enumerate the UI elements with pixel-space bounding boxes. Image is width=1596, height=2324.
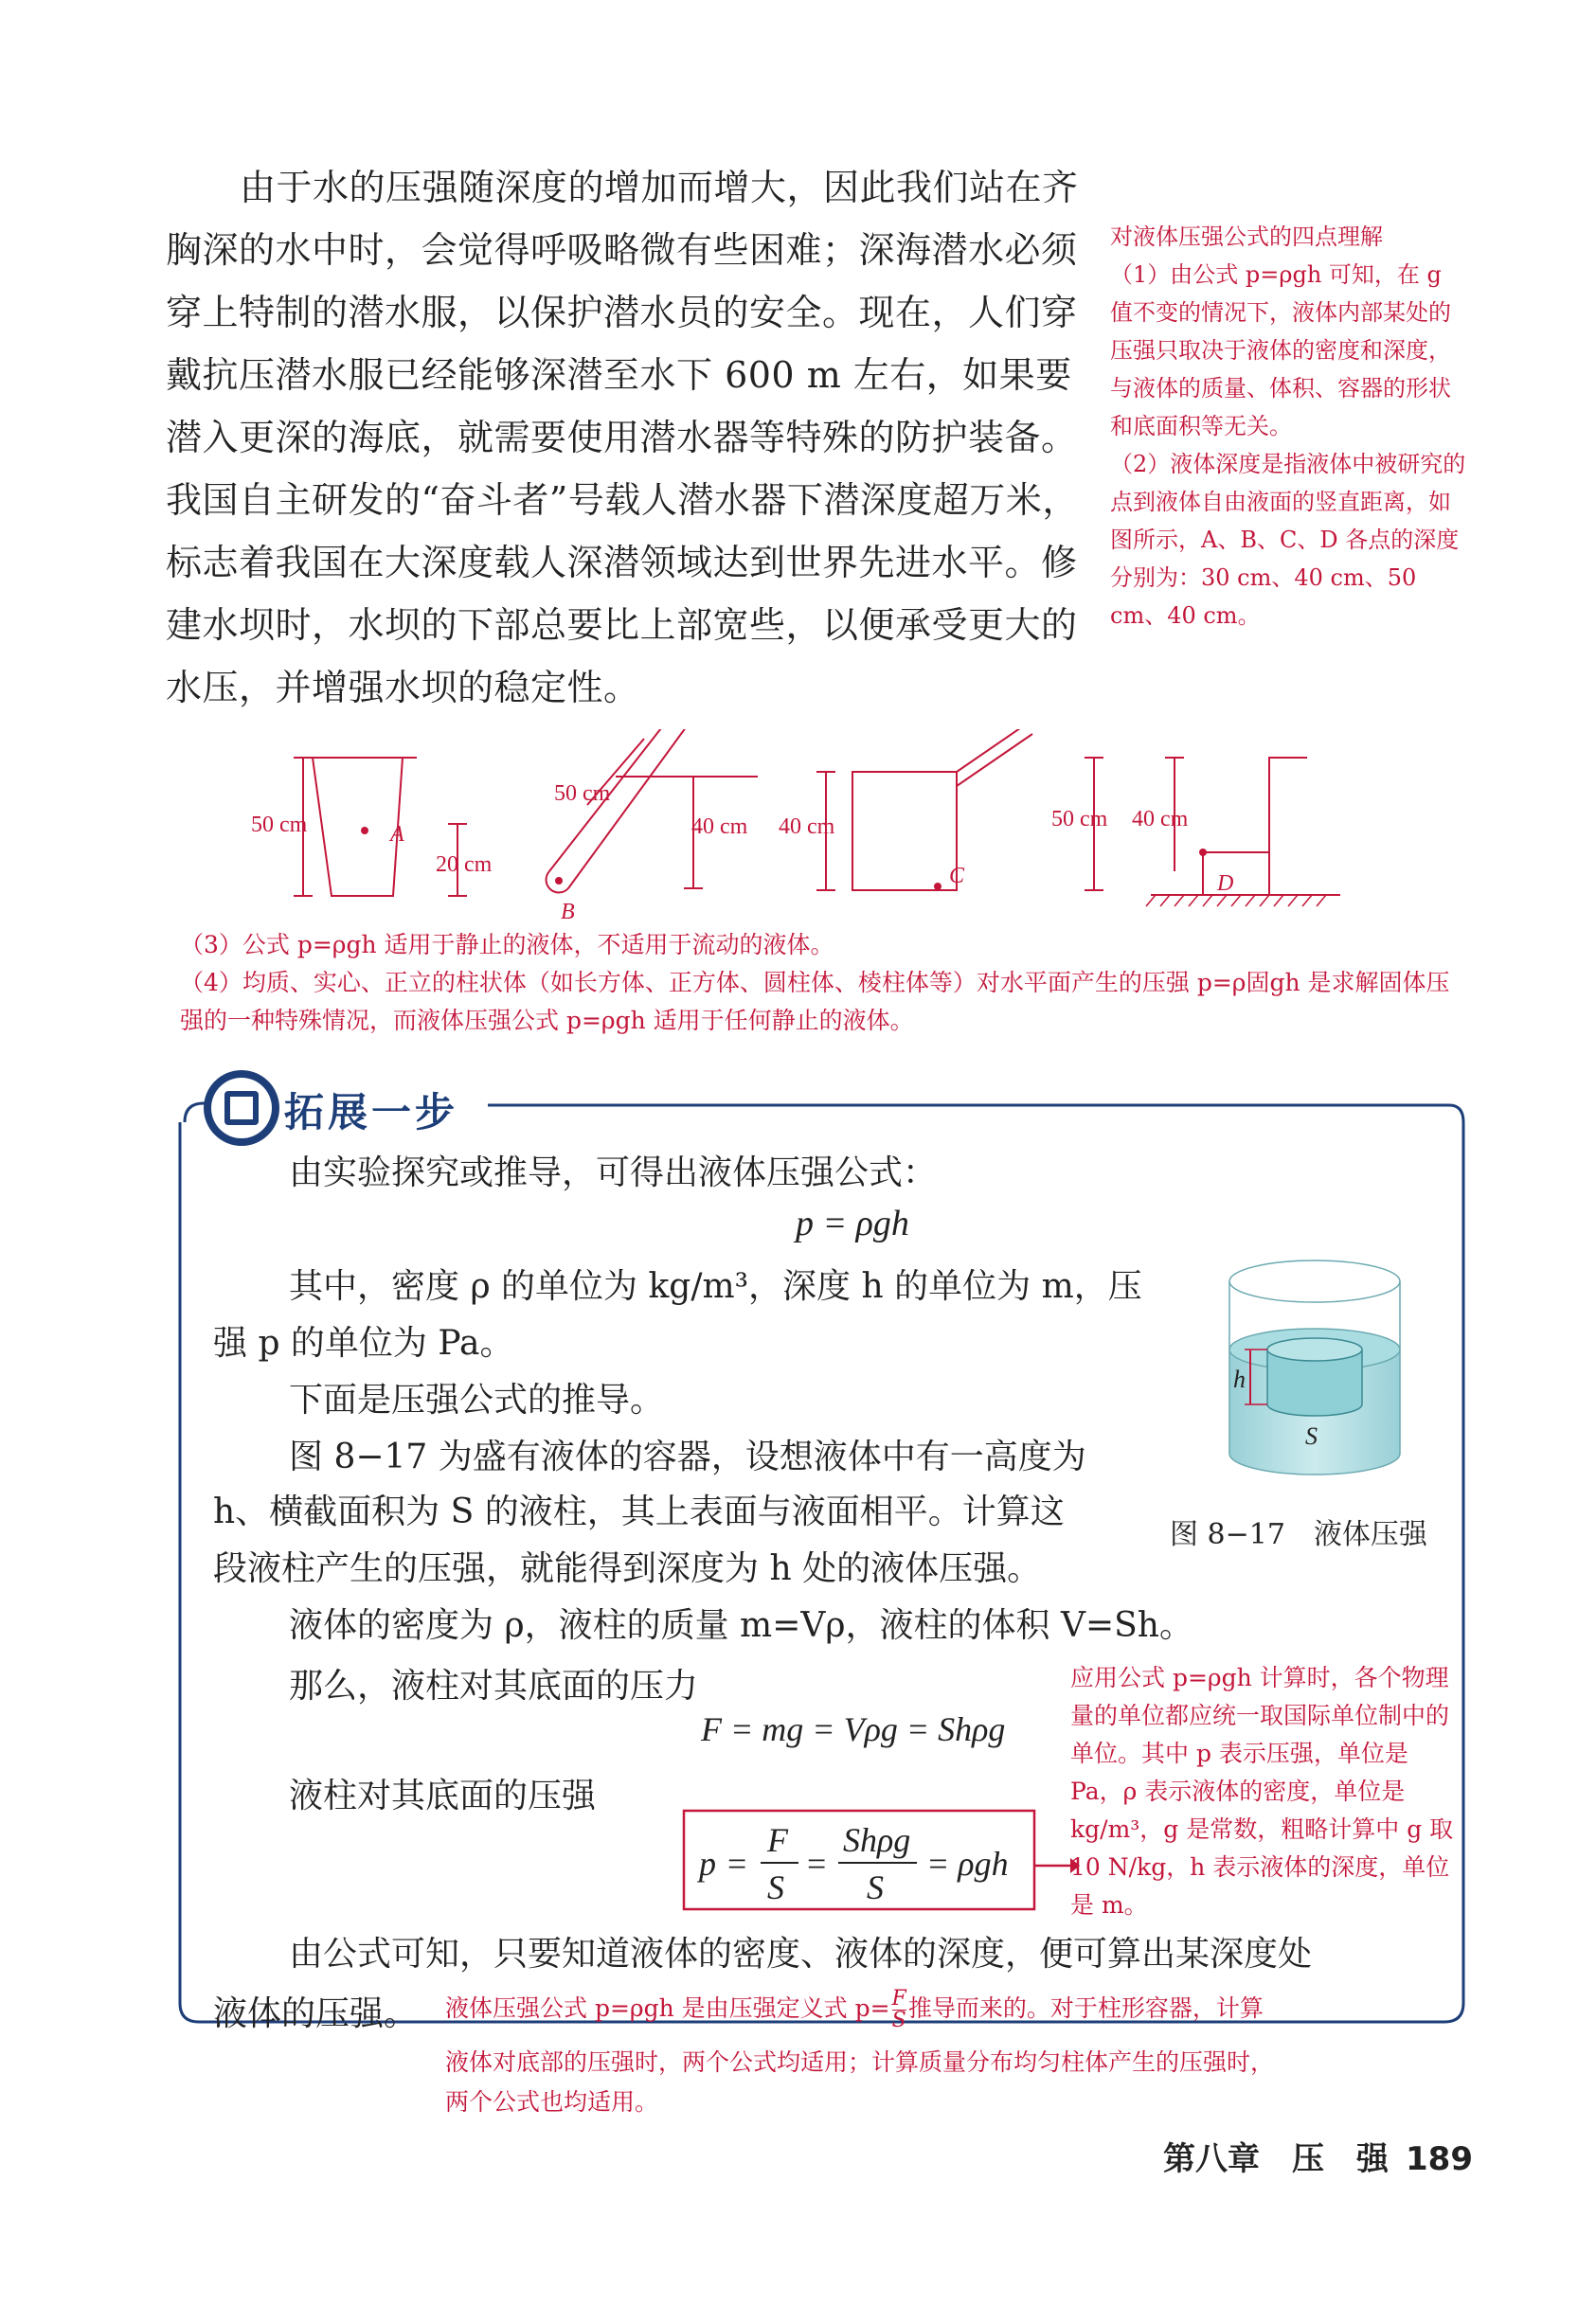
svg-text:=: = [727, 1845, 747, 1883]
d3-point: C [949, 864, 965, 888]
bottom-note-frac-num: F [891, 1987, 906, 2011]
d1-left-label: 50 cm [251, 813, 308, 837]
bottom-note-part-1: 液体压强公式 p=ρgh 是由压强定义式 p= [445, 1994, 890, 2022]
side-note-title: 对液体压强公式的四点理解 [1110, 223, 1383, 250]
d2-right-label: 40 cm [691, 814, 748, 839]
note-4: （4）均质、实心、正立的柱状体（如长方体、正方体、圆柱体、棱柱体等）对水平面产生的压强 p=ρ固gh 是求解固体压强的一种特殊情况，而液体压强公式 p=ρgh 适用于任何静止的液体。 [180, 969, 1450, 1034]
box-formula-1: p = ρgh [796, 1204, 909, 1243]
d4-point: D [1217, 871, 1234, 896]
d1-right-label: 20 cm [436, 852, 493, 877]
bf-result: = ρgh [926, 1845, 1009, 1883]
boxed-formula [682, 1809, 1080, 1913]
bf-f: F [767, 1821, 788, 1859]
side-note-item-1: （1）由公式 p=ρgh 可知，在 g 值不变的情况下，液体内部某处的压强只取决于液体的密度和深度，与液体的质量、体积、容器的形状和底面积等无关。 [1110, 261, 1451, 439]
box-line-5: 液体的密度为 ρ，液柱的质量 m=Vρ，液柱的体积 V=Sh。 [289, 1606, 1193, 1645]
box-line-2b: 强 p 的单位为 Pa。 [213, 1324, 514, 1363]
page-footer [1163, 2133, 1473, 2179]
unit-note: 应用公式 p=ρgh 计算时，各个物理量的单位都应统一取国际单位制中的单位。其中 p 表示压强，单位是 Pa，ρ 表示液体的密度，单位是 kg/m³，g 是常数，粗略计算中 g 取 10 N/kg，h 表示液体的深度，单位是 m。 [1070, 1664, 1454, 1919]
box-line-4a: 图 8−17 为盛有液体的容器，设想液体中有一高度为 [289, 1438, 1086, 1476]
bottom-note-frac-den: S [891, 2009, 906, 2032]
diagram-b [547, 729, 758, 892]
fig-label-s: S [1305, 1422, 1318, 1450]
page-number: 189 [1406, 2140, 1473, 2178]
fig-label-h: h [1233, 1366, 1246, 1393]
bf-shpg: Shρg [843, 1821, 911, 1859]
box-line-4b: h、横截面积为 S 的液柱，其上表面与液面相平。计算这 [213, 1493, 1065, 1531]
d2-point: B [561, 900, 575, 924]
d4-right-label: 40 cm [1132, 807, 1189, 831]
liquid-cylinder-figure [1222, 1255, 1411, 1492]
d1-point: A [390, 822, 404, 847]
bf-s1: S [767, 1868, 784, 1906]
d4-left-label: 50 cm [1051, 807, 1108, 831]
bottom-note-line-2: 液体对底部的压强时，两个公式均适用；计算质量分布均匀柱体产生的压强时， [445, 2048, 1275, 2076]
bf-s2: S [867, 1868, 884, 1906]
bottom-note-line-1 [445, 1989, 1264, 2031]
figure-caption: 图 8−17 液体压强 [1170, 1518, 1427, 1551]
box-line-4c: 段液柱产生的压强，就能得到深度为 h 处的液体压强。 [213, 1549, 1042, 1588]
box-line-6: 那么，液柱对其底面的压力 [289, 1667, 699, 1706]
box-line-2a: 其中，密度 ρ 的单位为 kg/m³，深度 h 的单位为 m，压 [289, 1267, 1142, 1306]
box-line-8b: 液体的压强。 [213, 1994, 419, 2033]
extension-title: 拓展一步 [284, 1089, 459, 1135]
side-note-item-2: （2）液体深度是指液体中被研究的点到液体自由液面的竖直距离，如图所示，A、B、C、D 各点的深度分别为：30 cm、40 cm、50 cm、40 cm。 [1110, 451, 1466, 629]
depth-diagrams [227, 729, 1392, 928]
box-line-7: 液柱对其底面的压强 [289, 1777, 597, 1815]
footer-chapter: 第八章 压 强 [1163, 2140, 1390, 2178]
svg-text:=: = [807, 1845, 827, 1883]
box-line-1: 由实验探究或推导，可得出液体压强公式： [289, 1153, 938, 1192]
bf-p: p [699, 1845, 716, 1883]
box-formula-2: F = mg = Vρg = Shρg [701, 1710, 1006, 1748]
notes-3-4 [180, 926, 1459, 1040]
bottom-note-part-2: 推导而来的。对于柱形容器，计算 [907, 1994, 1264, 2022]
side-note [1110, 218, 1470, 635]
note-3: （3）公式 p=ρgh 适用于静止的液体，不适用于流动的液体。 [180, 931, 834, 958]
main-paragraph: 由于水的压强随深度的增加而增大，因此我们站在齐胸深的水中时，会觉得呼吸略微有些困难；深海潜水必须穿上特制的潜水服，以保护潜水员的安全。现在，人们穿戴抗压潜水服已经能够深潜至水下 600 m 左右，如果要潜入更深的海底，就需要使用潜水器等特殊的防护装备。我国自主研发的“奋斗者”号载人潜水器下潜深度超万米，标志着我国在大深度载人深潜领域达到世界先进水平。修建水坝时，水坝的下部总要比上部宽些，以便承受更大的水压，并增强水坝的稳定性。 [166, 167, 1079, 708]
d3-left-label: 40 cm [779, 814, 835, 839]
d2-slant-label: 50 cm [554, 781, 611, 806]
bottom-note-line-3: 两个公式也均适用。 [445, 2088, 659, 2116]
box-line-3: 下面是压强公式的推导。 [289, 1381, 665, 1420]
box-line-8a: 由公式可知，只要知道液体的密度、液体的深度，便可算出某深度处 [289, 1935, 1313, 1974]
